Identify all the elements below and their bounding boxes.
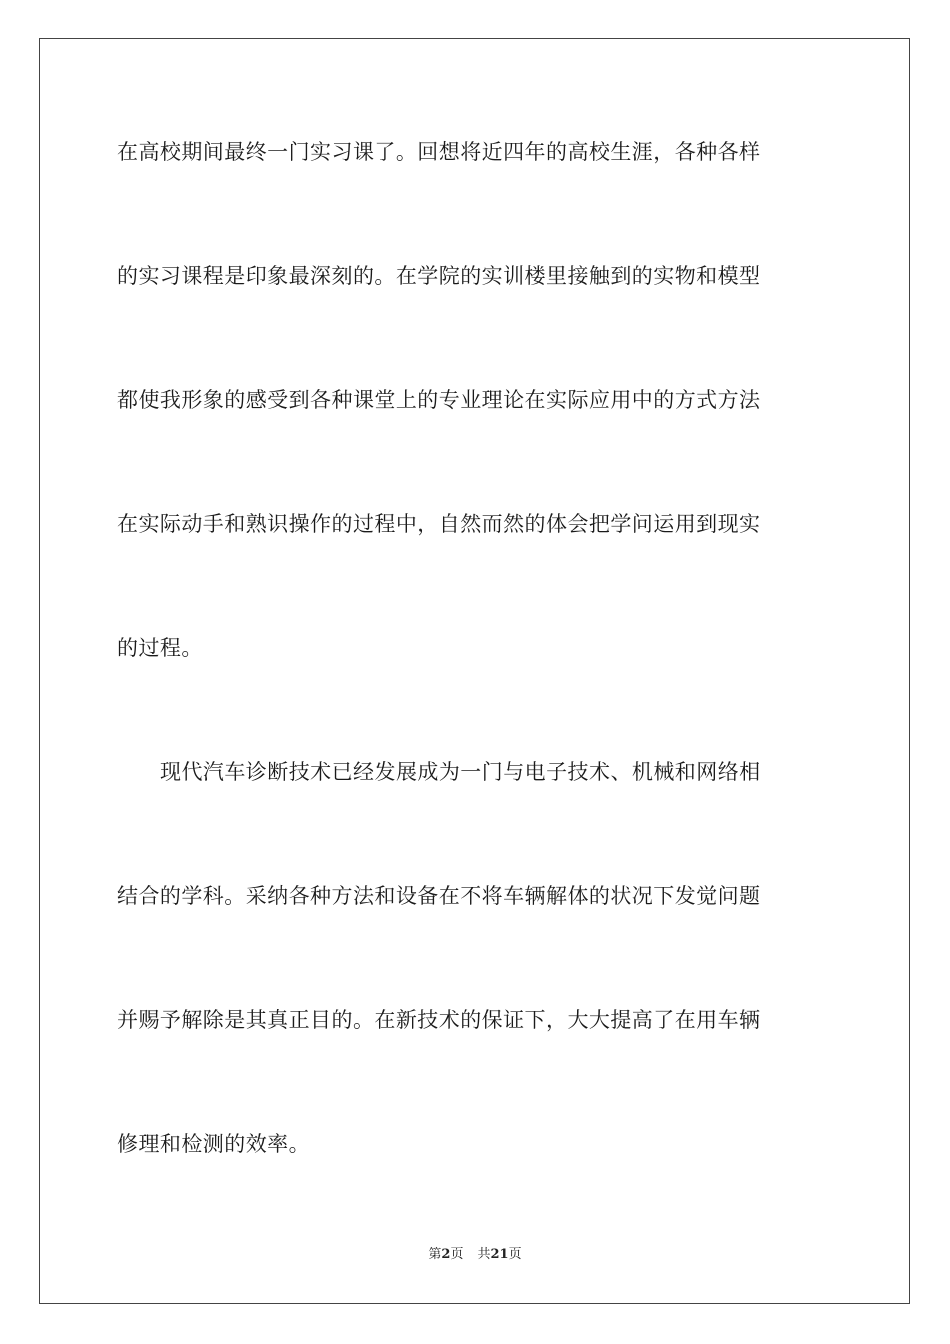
page-footer xyxy=(0,1246,950,1264)
text-line: 修理和检测的效率。 xyxy=(117,1132,311,1156)
text-line: 在高校期间最终一门实习课了。回想将近四年的高校生涯，各种各样 xyxy=(117,140,761,164)
page-prefix: 第 xyxy=(428,1247,442,1262)
page-border xyxy=(39,38,910,1304)
text-line: 并赐予解除是其真正目的。在新技术的保证下，大大提高了在用车辆 xyxy=(117,1008,761,1032)
total-pages: 21 xyxy=(490,1247,509,1262)
page-suffix: 页 xyxy=(450,1247,464,1262)
text-line: 的实习课程是印象最深刻的。在学院的实训楼里接触到的实物和模型 xyxy=(117,264,761,288)
total-prefix: 共 xyxy=(477,1247,491,1262)
text-line: 都使我形象的感受到各种课堂上的专业理论在实际应用中的方式方法 xyxy=(117,388,761,412)
total-suffix: 页 xyxy=(508,1247,522,1262)
text-line: 的过程。 xyxy=(117,636,203,660)
text-line: 在实际动手和熟识操作的过程中，自然而然的体会把学问运用到现实 xyxy=(117,512,761,536)
page-number: 2 xyxy=(441,1247,451,1262)
paragraph-first-line: 现代汽车诊断技术已经发展成为一门与电子技术、机械和网络相 xyxy=(160,760,761,784)
text-line: 结合的学科。采纳各种方法和设备在不将车辆解体的状况下发觉问题 xyxy=(117,884,761,908)
